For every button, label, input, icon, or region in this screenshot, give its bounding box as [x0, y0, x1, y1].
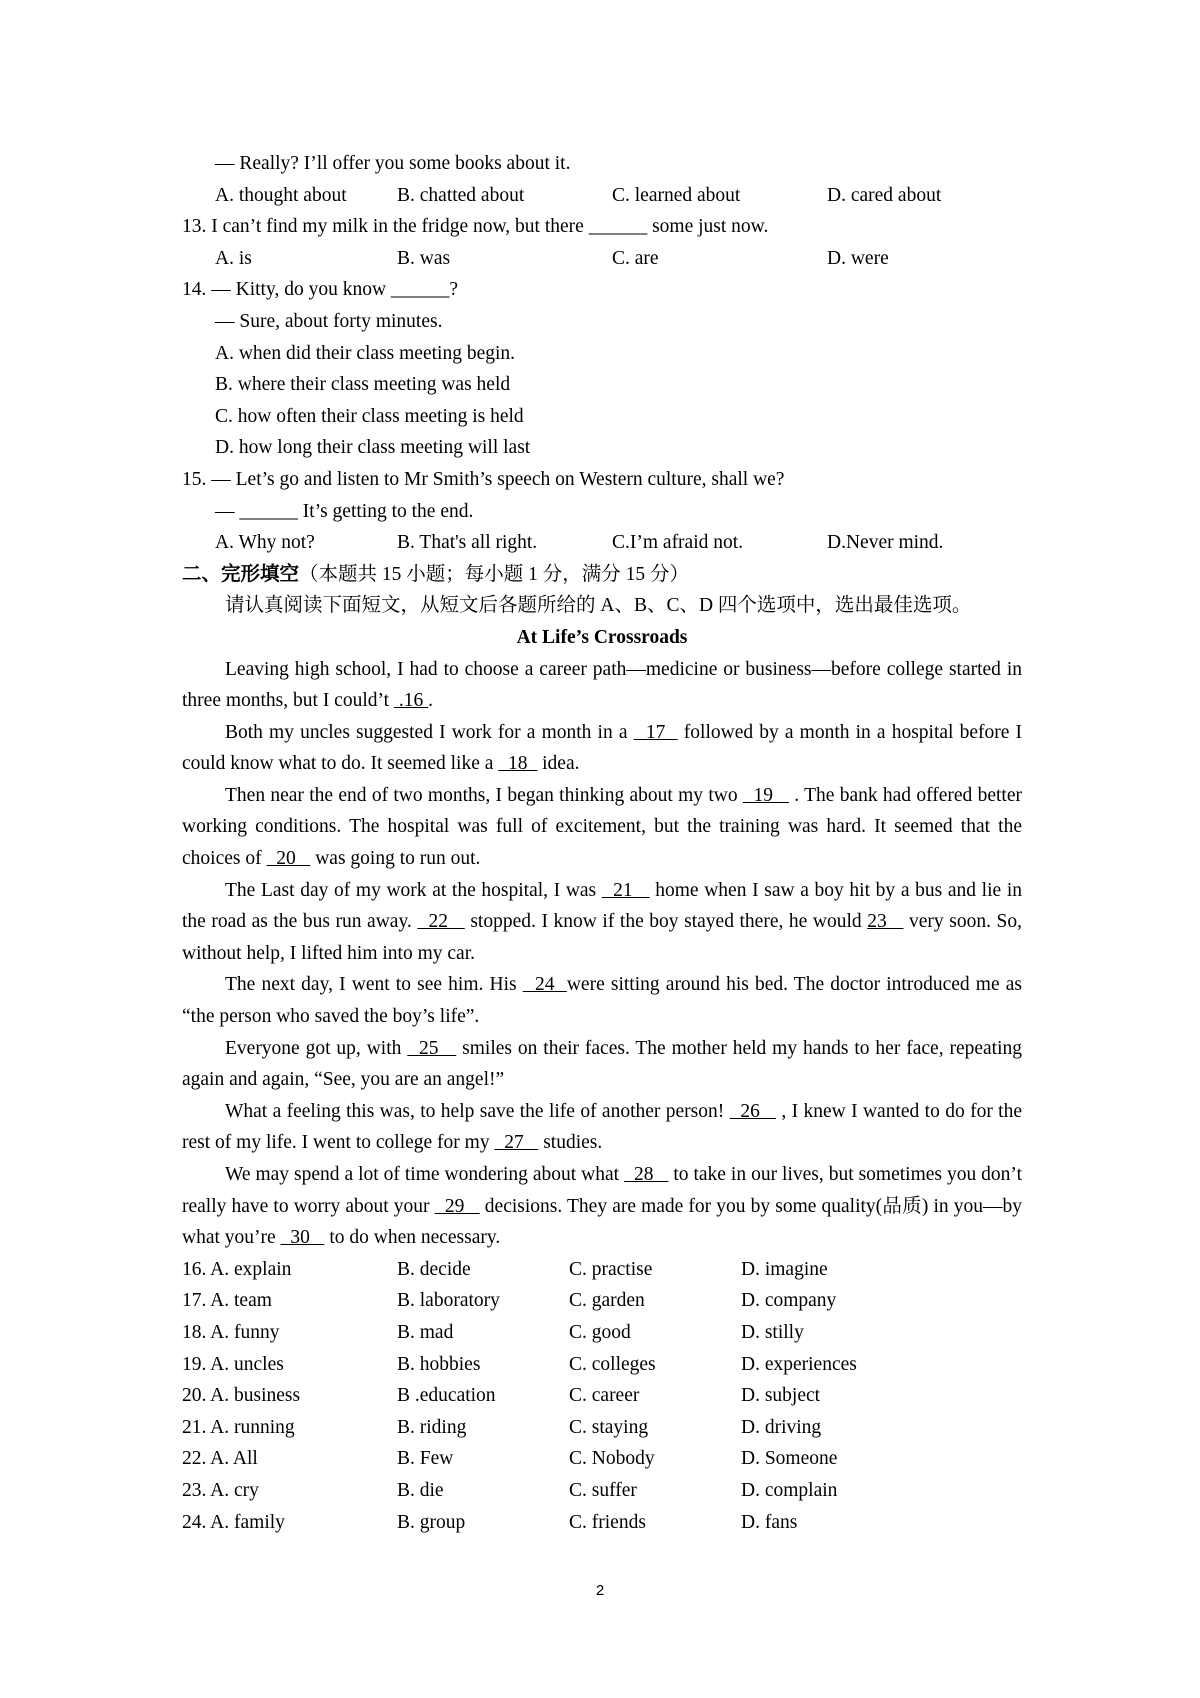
blank-25: 25: [407, 1037, 457, 1059]
q15-option-d: D.Never mind.: [827, 532, 944, 554]
blank-22: 22: [417, 911, 465, 933]
choice-b: B .education: [397, 1385, 496, 1407]
section-heading-title: 二、完形填空: [182, 563, 300, 585]
blank-19: 19: [742, 784, 789, 806]
q15-option-a: A. Why not?: [215, 532, 315, 554]
section-heading-note: （本题共 15 小题；每小题 1 分，满分 15 分）: [299, 563, 690, 585]
exam-page: [182, 148, 1022, 1538]
blank-27: 27: [494, 1132, 539, 1154]
choice-d: D. company: [741, 1290, 837, 1312]
choice-b: B. decide: [397, 1258, 471, 1280]
passage-paragraph-4: The Last day of my work at the hospital, I was 21 home when I saw a boy hit by a bus and lie in the road as the bus run away. 22 stopped. I know if the boy stayed there, he would 23 very soon. So, without help, I lifted him into my car.: [182, 879, 1023, 964]
choice-b: B. Few: [397, 1448, 454, 1470]
page-number: 2: [595, 1582, 605, 1599]
q12-reply: — Really? I’ll offer you some books about it.: [215, 153, 571, 174]
q12-option-a: A. thought about: [215, 184, 347, 206]
choice-row-22: [182, 1443, 1022, 1475]
choice-d: D. fans: [741, 1511, 798, 1533]
choice-c: C. staying: [569, 1416, 649, 1438]
blank-16: .16: [393, 690, 429, 712]
choice-d: D. complain: [741, 1479, 838, 1501]
passage-paragraph-6: Everyone got up, with 25 smiles on their faces. The mother held my hands to her face, repeating again and again, “See, you are an angel!”: [182, 1037, 1023, 1091]
blank-30: 30: [280, 1227, 325, 1249]
passage-paragraph-2: Both my uncles suggested I work for a month in a 17 followed by a month in a hospital before I could know what to do. It seemed like a 18 idea.: [182, 721, 1023, 775]
choice-d: D. experiences: [741, 1353, 857, 1375]
choice-a: 21. A. running: [182, 1416, 295, 1438]
passage-paragraph-1: Leaving high school, I had to choose a career path—medicine or business—before college started in three months, but I could’t .16 .: [182, 658, 1022, 712]
passage-paragraph-5: The next day, I went to see him. His 24 were sitting around his bed. The doctor introduced me as “the person who saved the boy’s life”.: [182, 974, 1022, 1028]
q15-reply: — ______ It’s getting to the end.: [215, 500, 474, 522]
blank-28: 28: [624, 1164, 669, 1185]
passage-paragraph-7: What a feeling this was, to help save the life of another person! 26 , I knew I wanted to do for the rest of my life. I went to college for my 27 studies.: [182, 1100, 1023, 1154]
choice-d: D. driving: [741, 1416, 822, 1438]
choice-c: C. good: [569, 1321, 631, 1343]
blank-17: 17: [633, 721, 678, 743]
choice-row-24: [182, 1507, 1022, 1539]
choice-c: C. garden: [569, 1290, 645, 1312]
q13-stem: 13. I can’t find my milk in the fridge now, but there ______ some just now.: [182, 216, 769, 238]
choice-d: D. stilly: [741, 1321, 804, 1343]
blank-21: 21: [601, 879, 650, 901]
blank-24: 24: [522, 974, 567, 996]
blank-23: 23: [867, 911, 904, 933]
blank-26: 26: [729, 1100, 777, 1122]
choice-c: C. suffer: [569, 1479, 637, 1501]
choice-b: B. die: [397, 1479, 444, 1501]
choice-c: C. colleges: [569, 1353, 656, 1375]
choice-row-16: [182, 1254, 1022, 1286]
passage-paragraph-3: Then near the end of two months, I began thinking about my two 19 . The bank had offered better working conditions. The hospital was full of excitement, but the training was hard. It seemed that the choices of 20 was going to run out.: [182, 784, 1022, 870]
choice-d: D. subject: [741, 1385, 821, 1407]
choice-d: D. imagine: [741, 1258, 828, 1280]
choice-row-18: [182, 1317, 1022, 1349]
choice-row-21: [182, 1412, 1022, 1444]
cloze-choices-table: [182, 1254, 1022, 1538]
choice-b: B. mad: [397, 1321, 454, 1343]
choice-row-20: [182, 1380, 1022, 1412]
q15-stem: 15. — Let’s go and listen to Mr Smith’s speech on Western culture, shall we?: [182, 468, 785, 490]
q13-option-b: B. was: [397, 247, 451, 269]
q12-option-c: C. learned about: [612, 184, 741, 206]
choice-a: 22. A. All: [182, 1448, 258, 1470]
section-instruction: 请认真阅读下面短文，从短文后各题所给的 A、B、C、D 四个选项中，选出最佳选项。: [225, 595, 972, 617]
blank-20: 20: [266, 848, 311, 870]
choice-b: B. hobbies: [397, 1353, 481, 1375]
choice-c: C. practise: [569, 1258, 653, 1280]
q14-option-a: A. when did their class meeting begin.: [215, 342, 516, 364]
q13-option-d: D. were: [827, 247, 889, 269]
q14-option-c: C. how often their class meeting is held: [215, 405, 524, 427]
q13-option-c: C. are: [612, 247, 659, 269]
q15-options: [182, 527, 1022, 559]
blank-29: 29: [434, 1195, 480, 1217]
q13-options: [182, 243, 1022, 275]
q12-option-b: B. chatted about: [397, 184, 525, 206]
q14-option-d: D. how long their class meeting will last: [215, 437, 531, 459]
choice-b: B. riding: [397, 1416, 467, 1438]
section-heading: [182, 559, 1022, 591]
choice-a: 23. A. cry: [182, 1479, 259, 1501]
choice-a: 24. A. family: [182, 1511, 285, 1533]
choice-a: 19. A. uncles: [182, 1353, 284, 1375]
q15-option-c: C.I’m afraid not.: [612, 532, 744, 554]
q14-stem: 14. — Kitty, do you know ______?: [182, 279, 459, 301]
choice-row-17: [182, 1285, 1022, 1317]
q15-option-b: B. That's all right.: [397, 532, 538, 554]
choice-c: C. Nobody: [569, 1448, 655, 1470]
choice-a: 20. A. business: [182, 1385, 301, 1407]
choice-row-23: [182, 1475, 1022, 1507]
passage-title: At Life’s Crossroads: [516, 626, 688, 648]
choice-a: 16. A. explain: [182, 1258, 292, 1280]
choice-a: 17. A. team: [182, 1290, 272, 1312]
choice-b: B. group: [397, 1511, 466, 1533]
blank-18: 18: [498, 753, 538, 775]
q12-options: [182, 180, 1022, 212]
choice-c: C. friends: [569, 1511, 646, 1533]
q13-option-a: A. is: [215, 247, 252, 269]
choice-c: C. career: [569, 1385, 640, 1407]
passage-paragraph-8: We may spend a lot of time wondering about what 28 to take in our lives, but sometimes you don’t really have to worry about your 29 decisions. They are made for you by some quality(品质) in you—by what you’re 30 to do when necessary.: [182, 1164, 1022, 1249]
q14-option-b: B. where their class meeting was held: [215, 374, 511, 396]
choice-b: B. laboratory: [397, 1290, 500, 1312]
choice-d: D. Someone: [741, 1448, 838, 1470]
choice-row-19: [182, 1349, 1022, 1381]
q14-reply: — Sure, about forty minutes.: [215, 310, 443, 332]
q12-option-d: D. cared about: [827, 184, 942, 206]
choice-a: 18. A. funny: [182, 1321, 280, 1343]
